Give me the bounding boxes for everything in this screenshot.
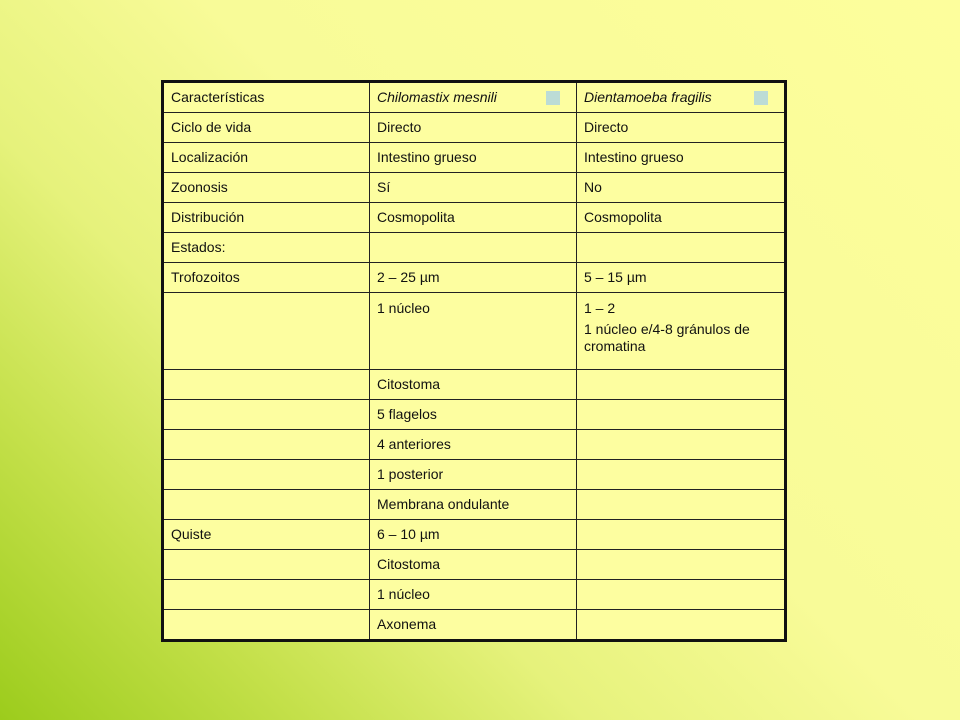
table-cell: [577, 580, 786, 610]
header-chilomastix: [370, 82, 577, 113]
table-cell: [163, 430, 370, 460]
table-cell: 6 – 10 µm: [370, 520, 577, 550]
cell-line: 1 – 2: [584, 300, 616, 316]
table-row: [163, 143, 786, 173]
table-row: [163, 520, 786, 550]
table-cell: [577, 490, 786, 520]
table-cell: Zoonosis: [163, 173, 370, 203]
table-cell: [163, 610, 370, 641]
table-cell: [163, 580, 370, 610]
table-cell: Localización: [163, 143, 370, 173]
header-characteristics: Características: [163, 82, 370, 113]
table-cell: Quiste: [163, 520, 370, 550]
header-chilomastix-label: Chilomastix mesnili: [377, 89, 497, 105]
table-row: [163, 490, 786, 520]
table-cell: [163, 490, 370, 520]
table-cell: 2 – 25 µm: [370, 263, 577, 293]
table-cell: [370, 233, 577, 263]
table-cell: Membrana ondulante: [370, 490, 577, 520]
table-cell: Axonema: [370, 610, 577, 641]
table-row: [163, 203, 786, 233]
table-cell: Estados:: [163, 233, 370, 263]
table-cell: [577, 400, 786, 430]
table-cell: [163, 400, 370, 430]
table-cell: No: [577, 173, 786, 203]
table-row: [163, 263, 786, 293]
table-cell: Citostoma: [370, 370, 577, 400]
comparison-table: [161, 80, 787, 642]
table-row: [163, 550, 786, 580]
table-cell: Intestino grueso: [370, 143, 577, 173]
table-row: [163, 610, 786, 641]
table-cell: Cosmopolita: [370, 203, 577, 233]
table-row: [163, 173, 786, 203]
table-cell: 5 – 15 µm: [577, 263, 786, 293]
table-cell: [577, 460, 786, 490]
table-cell: [577, 233, 786, 263]
table-cell: [577, 550, 786, 580]
table-row: [163, 400, 786, 430]
header-row: [163, 82, 786, 113]
table-row: [163, 460, 786, 490]
table-cell: 1 posterior: [370, 460, 577, 490]
table-cell: [577, 520, 786, 550]
table-cell: Ciclo de vida: [163, 113, 370, 143]
square-marker-icon: [546, 91, 560, 105]
square-marker-icon: [754, 91, 768, 105]
header-dientamoeba-label: Dientamoeba fragilis: [584, 89, 712, 105]
table-cell: Intestino grueso: [577, 143, 786, 173]
table-row: [163, 580, 786, 610]
table-cell: Trofozoitos: [163, 263, 370, 293]
table-cell: Cosmopolita: [577, 203, 786, 233]
table-cell: 5 flagelos: [370, 400, 577, 430]
table-cell: 4 anteriores: [370, 430, 577, 460]
table-row: [163, 370, 786, 400]
table-cell: [163, 550, 370, 580]
table-cell: [577, 610, 786, 641]
table-cell: Distribución: [163, 203, 370, 233]
table-cell: Citostoma: [370, 550, 577, 580]
table-cell: 1 núcleo: [370, 580, 577, 610]
cell-line: 1 núcleo e/4-8 gránulos de cromatina: [584, 321, 750, 354]
table-cell: [163, 460, 370, 490]
table-row: [163, 430, 786, 460]
table-cell: [163, 370, 370, 400]
table-row: [163, 113, 786, 143]
table-cell: 1 núcleo: [370, 293, 577, 370]
table-cell: Directo: [370, 113, 577, 143]
table-cell: [577, 370, 786, 400]
table-cell: [163, 293, 370, 370]
table-cell: [577, 293, 786, 370]
table-row: [163, 293, 786, 370]
table-cell: Directo: [577, 113, 786, 143]
table-cell: Sí: [370, 173, 577, 203]
header-dientamoeba: [577, 82, 786, 113]
table-row: [163, 233, 786, 263]
table-cell: [577, 430, 786, 460]
